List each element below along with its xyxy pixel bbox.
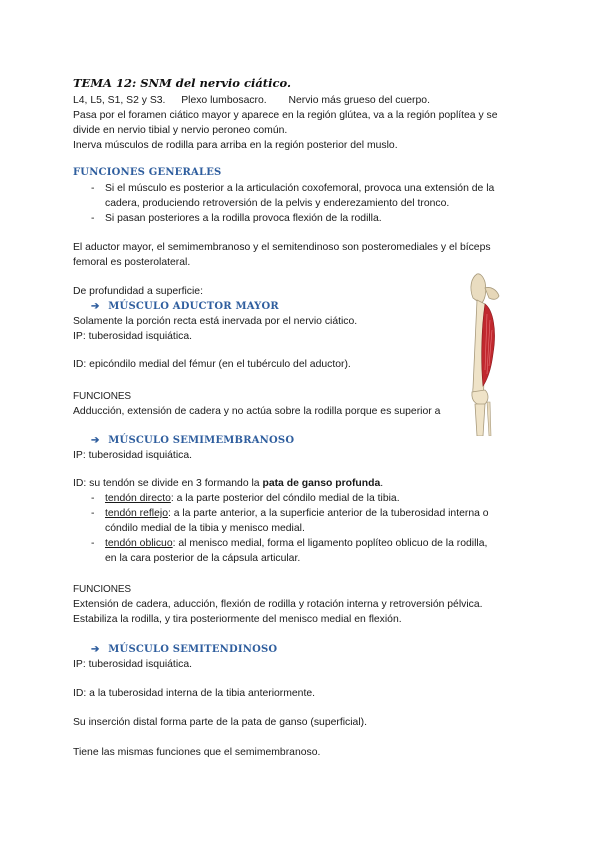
- semimembranoso-heading: [91, 433, 294, 448]
- tendon-reflejo-text: : a la parte anterior, a la superficie anterior de la tuberosidad interna o: [167, 508, 489, 519]
- aductor-mayor-id: ID: epicóndilo medial del fémur (en el tubérculo del aductor).: [73, 359, 351, 370]
- tendon-oblicuo-label: tendón oblicuo: [105, 538, 173, 549]
- semimembranoso-id: [73, 476, 383, 491]
- posterior-note-line-1: El aductor mayor, el semimembranoso y el semitendinoso son posteromediales y el bíceps: [73, 242, 491, 253]
- dash-marker: -: [91, 493, 95, 504]
- aductor-mayor-funciones-heading: FUNCIONES: [73, 391, 131, 402]
- semitendinoso-heading: [91, 642, 277, 657]
- id-text: ID: su tendón se divide en 3 formando la: [73, 478, 263, 489]
- tendon-oblicuo-cont: en la cara posterior de la cápsula articular.: [105, 553, 301, 564]
- dash-marker: -: [91, 183, 95, 194]
- semitendinoso-title: MÚSCULO SEMITENDINOSO: [108, 644, 278, 655]
- aductor-mayor-innervation: Solamente la porción recta está inervada por el nervio ciático.: [73, 316, 358, 327]
- bullet-2: [91, 211, 382, 226]
- tendon-directo-label: tendón directo: [105, 493, 171, 504]
- arrow-icon: ➔: [91, 644, 100, 655]
- intro-line-2: Pasa por el foramen ciático mayor y aparece en la región glútea, va a la región poplítea y se: [73, 110, 498, 121]
- tendon-reflejo-label: tendón reflejo: [105, 508, 168, 519]
- semitendinoso-ip: IP: tuberosidad isquiática.: [73, 659, 192, 670]
- semimembranoso-funciones-2: Estabiliza la rodilla, y tira posteriormente del menisco medial en flexión.: [73, 614, 402, 625]
- tendon-reflejo-cont: cóndilo medial de la tibia y menisco medial.: [105, 523, 305, 534]
- leg-muscle-illustration: [463, 270, 503, 436]
- posterior-note-line-2: femoral es posterolateral.: [73, 257, 191, 268]
- intro-line-4: Inerva músculos de rodilla para arriba en la región posterior del muslo.: [73, 140, 398, 151]
- bullet-1-text: Si el músculo es posterior a la articulación coxofemoral, provoca una extensión de la: [105, 183, 495, 194]
- tendon-reflejo: [91, 506, 489, 521]
- semimembranoso-title: MÚSCULO SEMIMEMBRANOSO: [108, 435, 295, 446]
- nerve-note: Nervio más grueso del cuerpo.: [288, 95, 430, 106]
- tendon-directo: [91, 491, 400, 506]
- semimembranoso-ip: IP: tuberosidad isquiática.: [73, 450, 192, 461]
- tendon-oblicuo: [91, 536, 487, 551]
- semitendinoso-insercion: Su inserción distal forma parte de la pata de ganso (superficial).: [73, 717, 367, 728]
- bullet-2-text: Si pasan posteriores a la rodilla provoca flexión de la rodilla.: [105, 213, 382, 224]
- arrow-icon: ➔: [91, 301, 100, 312]
- tendon-directo-text: : a la parte posterior del cóndilo medial de la tibia.: [170, 493, 400, 504]
- intro-line-3: divide en nervio tibial y nervio peroneo común.: [73, 125, 288, 136]
- aductor-mayor-title: MÚSCULO ADUCTOR MAYOR: [108, 301, 279, 312]
- semimembranoso-funciones-1: Extensión de cadera, aducción, flexión de rodilla y rotación interna y retroversión pélvica.: [73, 599, 483, 610]
- dash-marker: -: [91, 508, 95, 519]
- arrow-icon: ➔: [91, 435, 100, 446]
- semitendinoso-funciones: Tiene las mismas funciones que el semimembranoso.: [73, 747, 321, 758]
- plexus: Plexo lumbosacro.: [181, 95, 267, 106]
- aductor-mayor-ip: IP: tuberosidad isquiática.: [73, 331, 192, 342]
- semitendinoso-id: ID: a la tuberosidad interna de la tibia anteriormente.: [73, 688, 316, 699]
- dash-marker: -: [91, 213, 95, 224]
- funciones-generales-heading: FUNCIONES GENERALES: [73, 167, 222, 178]
- tendon-oblicuo-text: : al menisco medial, forma el ligamento poplíteo oblicuo de la rodilla,: [172, 538, 488, 549]
- bullet-1-cont: cadera, produciendo retroversión de la pelvis y enderezamiento del tronco.: [105, 198, 450, 209]
- id-period: .: [380, 478, 384, 489]
- roots: L4, L5, S1, S2 y S3.: [73, 95, 166, 106]
- aductor-mayor-funciones-text: Adducción, extensión de cadera y no actúa sobre la rodilla porque es superior a: [73, 406, 441, 417]
- bullet-1: [91, 181, 494, 196]
- page-title: TEMA 12: SNM del nervio ciático.: [73, 76, 291, 90]
- semimembranoso-funciones-heading: FUNCIONES: [73, 584, 131, 595]
- intro-line-1: [73, 93, 430, 108]
- aductor-mayor-heading: [91, 299, 279, 314]
- pata-ganso-profunda: pata de ganso profunda: [262, 478, 381, 489]
- dash-marker: -: [91, 538, 95, 549]
- femur-aductor-icon: [463, 270, 503, 436]
- depth-order-label: De profundidad a superficie:: [73, 286, 203, 297]
